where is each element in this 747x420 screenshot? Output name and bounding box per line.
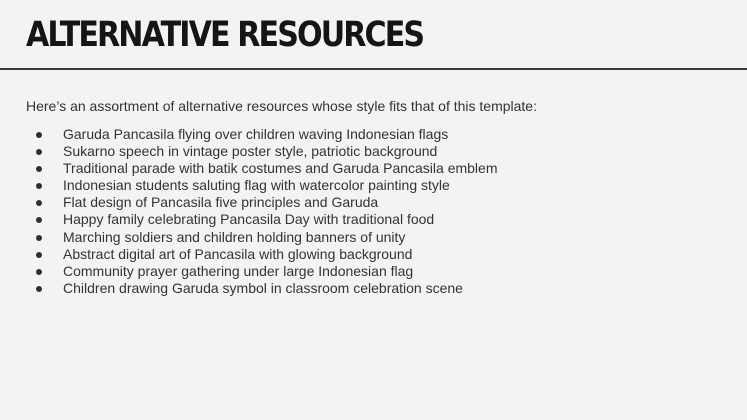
bullet-icon [36, 200, 42, 206]
list-item-text: Abstract digital art of Pancasila with glowing background [63, 245, 413, 262]
list-item-text: Garuda Pancasila flying over children waving Indonesian flags [63, 126, 449, 142]
list-item [26, 263, 498, 280]
list-item-text: Indonesian students saluting flag with watercolor painting style [63, 177, 450, 194]
resource-list [26, 126, 498, 297]
bullet-icon [36, 166, 42, 172]
bullet-icon [36, 269, 42, 275]
bullet-icon [36, 252, 42, 258]
title-divider [0, 68, 747, 70]
bullet-icon [36, 286, 42, 292]
list-item [26, 280, 498, 297]
list-item [26, 194, 498, 211]
slide-title: ALTERNATIVE RESOURCES [26, 15, 424, 55]
bullet-icon [36, 149, 42, 155]
bullet-icon [36, 183, 42, 189]
list-item-text: Children drawing Garuda symbol in classroom celebration scene [63, 279, 463, 296]
list-item-text: Marching soldiers and children holding banners of unity [63, 228, 406, 245]
list-item-text: Traditional parade with batik costumes and Garuda Pancasila emblem [63, 160, 498, 177]
list-item [26, 211, 498, 228]
intro-text: Here’s an assortment of alternative resources whose style fits that of this template: [26, 98, 537, 114]
list-item [26, 160, 498, 177]
bullet-icon [36, 235, 42, 241]
bullet-icon [36, 217, 42, 223]
list-item-text: Sukarno speech in vintage poster style, patriotic background [63, 143, 438, 160]
bullet-icon [36, 132, 42, 138]
list-item-text: Community prayer gathering under large Indonesian flag [63, 262, 414, 279]
list-item [26, 126, 498, 143]
list-item [26, 177, 498, 194]
list-item [26, 246, 498, 263]
list-item-text: Happy family celebrating Pancasila Day with traditional food [63, 211, 435, 228]
list-item [26, 143, 498, 160]
list-item [26, 229, 498, 246]
list-item-text: Flat design of Pancasila five principles and Garuda [63, 194, 379, 211]
